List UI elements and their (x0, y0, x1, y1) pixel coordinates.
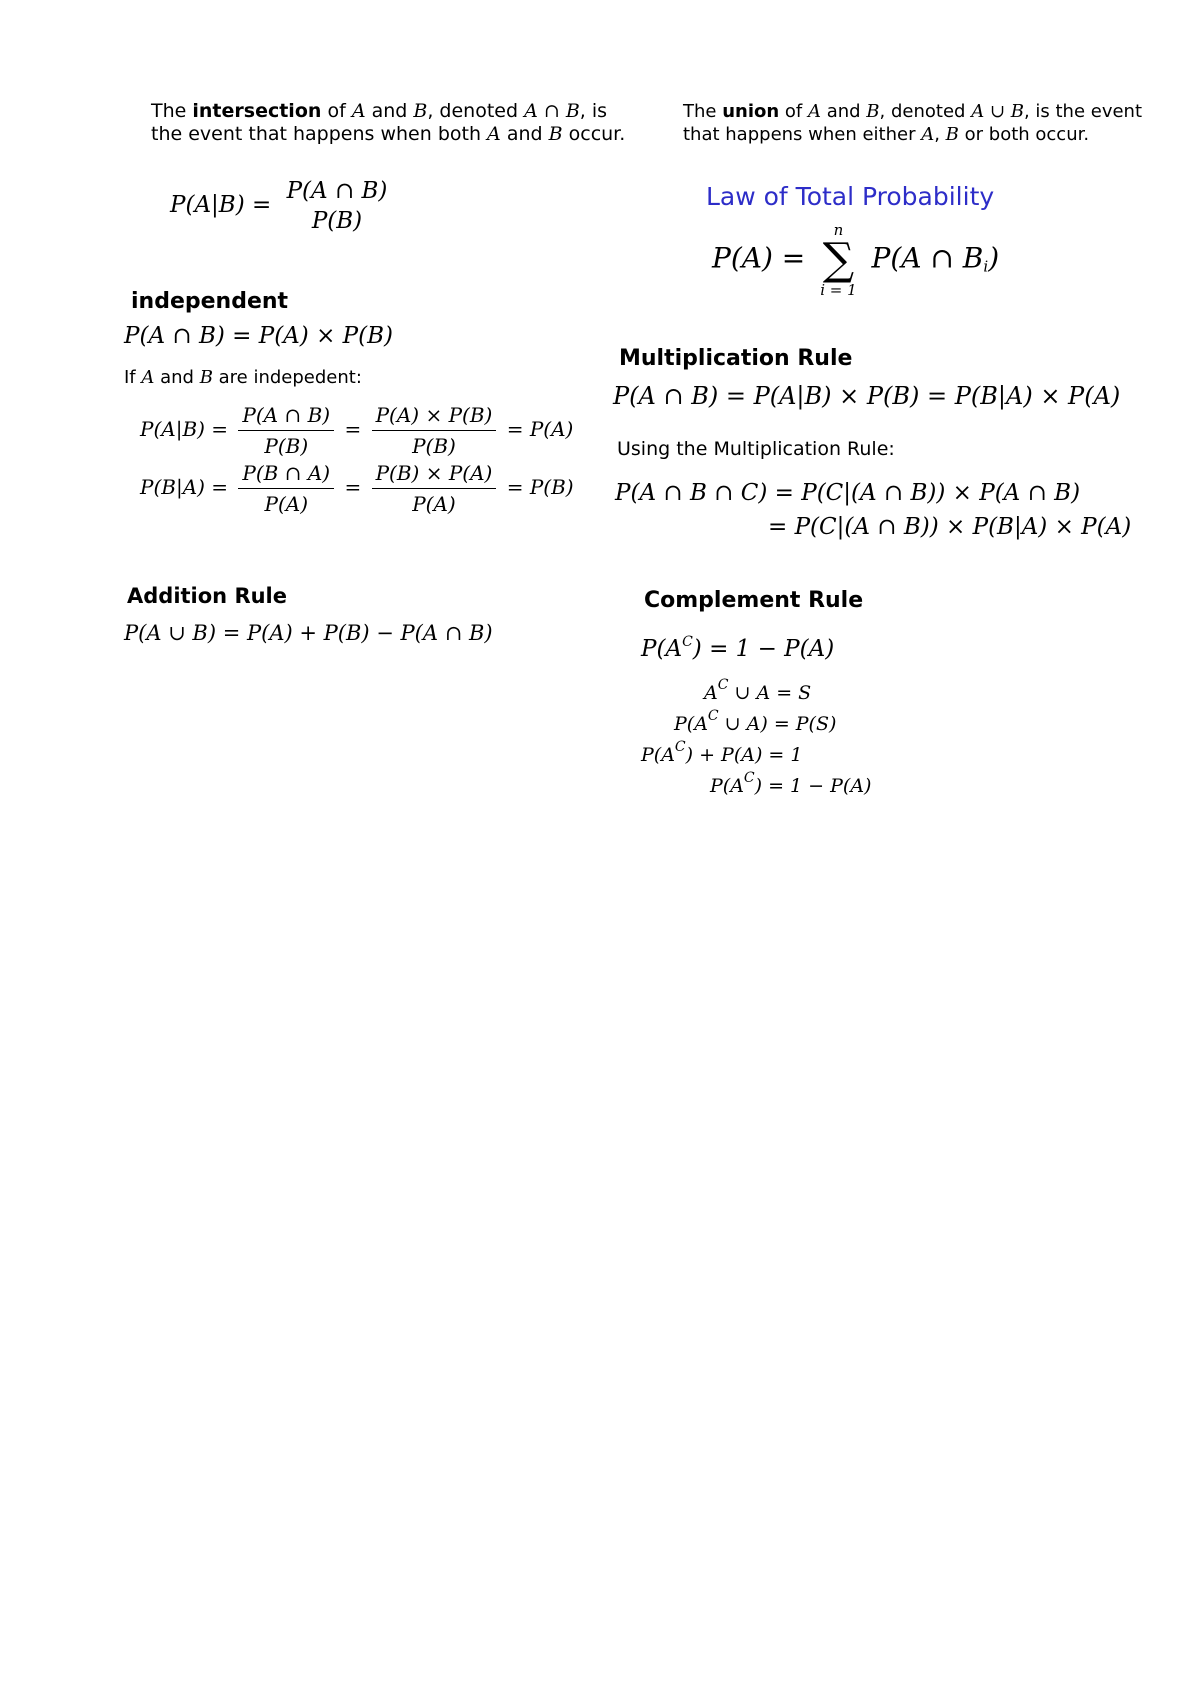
independent-intro: If A and B are indepedent: (124, 367, 362, 388)
summation: n ∑ i = 1 (820, 221, 857, 299)
multiplication-chain-line-2: = P(C|(A ∩ B)) × P(B|A) × P(A) (768, 514, 1132, 540)
multiplication-heading: Multiplication Rule (619, 346, 853, 371)
complement-derivation-4: $P(A^C) = 1 - P(A)$ (710, 770, 872, 797)
complement-derivation-2: $P(A^C$ ∪ A) = P(S) (674, 708, 837, 735)
complement-derivation-1: $A^C$ ∪ A = S (704, 677, 812, 704)
union-line-1: The union of A and B, denoted A ∪ B, is the event (683, 101, 1143, 122)
multiplication-formula: P(A ∩ B) = P(A|B) × P(B) = P(B|A) × P(A) (613, 382, 1121, 410)
complement-heading: Complement Rule (644, 588, 864, 613)
intersection-line-1: The intersection of A and B, denoted A ∩ B, is (151, 100, 608, 122)
conditional-fraction: P(A ∩ B) P(B) (286, 178, 388, 234)
intersection-term: intersection (192, 100, 322, 122)
conditional-probability-formula: P(A|B) = P(A ∩ B) P(B) (170, 178, 395, 234)
total-probability-heading: Law of Total Probability (706, 182, 995, 211)
independent-formula: P(A ∩ B) = P(A) × P(B) (124, 323, 393, 349)
addition-heading: Addition Rule (127, 584, 288, 608)
independent-heading: independent (131, 289, 289, 314)
sigma-symbol: ∑ (822, 234, 855, 285)
multiplication-chain-line-1: P(A ∩ B ∩ C) = P(C|(A ∩ B)) × P(A ∩ B) (615, 480, 1081, 506)
intersection-definition (151, 100, 625, 146)
complement-derivation-3: $P(A^C) + P(A) = 1$ (641, 739, 803, 766)
union-definition (683, 100, 1142, 146)
independent-row-2: P(B|A) = $\frac{P(B \cap A)}{P(A)}$ = $\frac{P(B) \times P(A)}{P(A)}$ = P(B) (140, 461, 574, 516)
total-probability-formula: P(A) = n ∑ i = 1 P(A ∩ $B_i$) (712, 221, 1000, 299)
intersection-line-2: the event that happens when both A and B occur. (151, 123, 626, 145)
union-term: union (722, 101, 780, 122)
union-line-2: that happens when either A, B or both occur. (683, 124, 1090, 145)
multiplication-using-text: Using the Multiplication Rule: (617, 438, 895, 460)
complement-formula: $P(A^C) = 1 - P(A)$ (641, 634, 835, 662)
independent-row-1: P(A|B) = $\frac{P(A \cap B)}{P(B)}$ = $\frac{P(A) \times P(B)}{P(B)}$ = P(A) (140, 403, 574, 458)
addition-formula: P(A ∪ B) = P(A) + P(B) − P(A ∩ B) (124, 621, 493, 645)
